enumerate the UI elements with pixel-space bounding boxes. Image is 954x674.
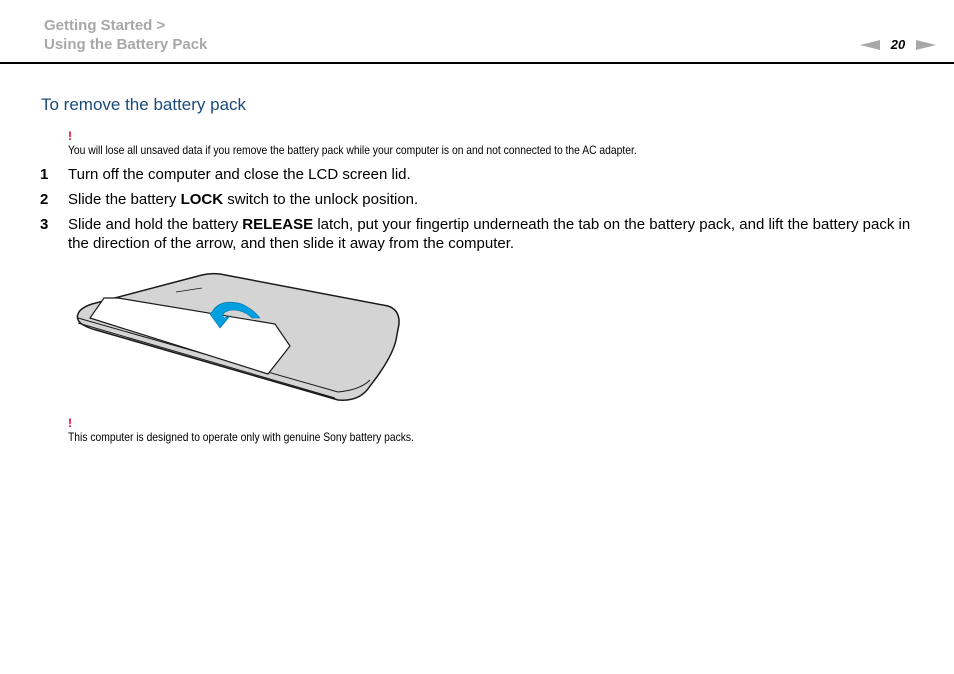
warning-mark: !: [68, 416, 72, 430]
step-number: 3: [40, 216, 49, 233]
warning-note-text: You will lose all unsaved data if you remove the battery pack while your computer is on and not connected to the AC adapter.: [68, 143, 637, 157]
warning-note: [68, 416, 470, 444]
header-divider: [0, 62, 954, 64]
warning-mark: !: [68, 129, 72, 143]
step-text: Turn off the computer and close the LCD screen lid.: [68, 166, 411, 183]
step-item: [40, 190, 920, 209]
page-navigation: [860, 37, 936, 52]
breadcrumb-parent[interactable]: Getting Started >: [44, 17, 166, 34]
breadcrumb: [44, 16, 207, 54]
previous-page-icon[interactable]: [860, 40, 880, 50]
section-title: To remove the battery pack: [41, 95, 247, 114]
battery-removal-illustration: [70, 268, 406, 408]
step-number: 2: [40, 191, 49, 208]
step-item: [40, 165, 920, 184]
step-text: Slide the battery LOCK switch to the unlock position.: [68, 191, 419, 208]
next-page-icon[interactable]: [916, 40, 936, 50]
step-text: Slide and hold the battery RELEASE latch, put your fingertip underneath the tab on the battery pack, and lift the battery pack in the direction of the arrow, and then slide it away from the computer.: [68, 216, 911, 252]
warning-note-text: This computer is designed to operate only with genuine Sony battery packs.: [68, 430, 414, 444]
steps-list: [40, 165, 920, 259]
warning-note: [68, 129, 729, 157]
breadcrumb-current[interactable]: Using the Battery Pack: [44, 36, 208, 53]
step-item: [40, 215, 920, 253]
step-number: 1: [40, 166, 49, 183]
page-number: 20: [890, 37, 906, 52]
